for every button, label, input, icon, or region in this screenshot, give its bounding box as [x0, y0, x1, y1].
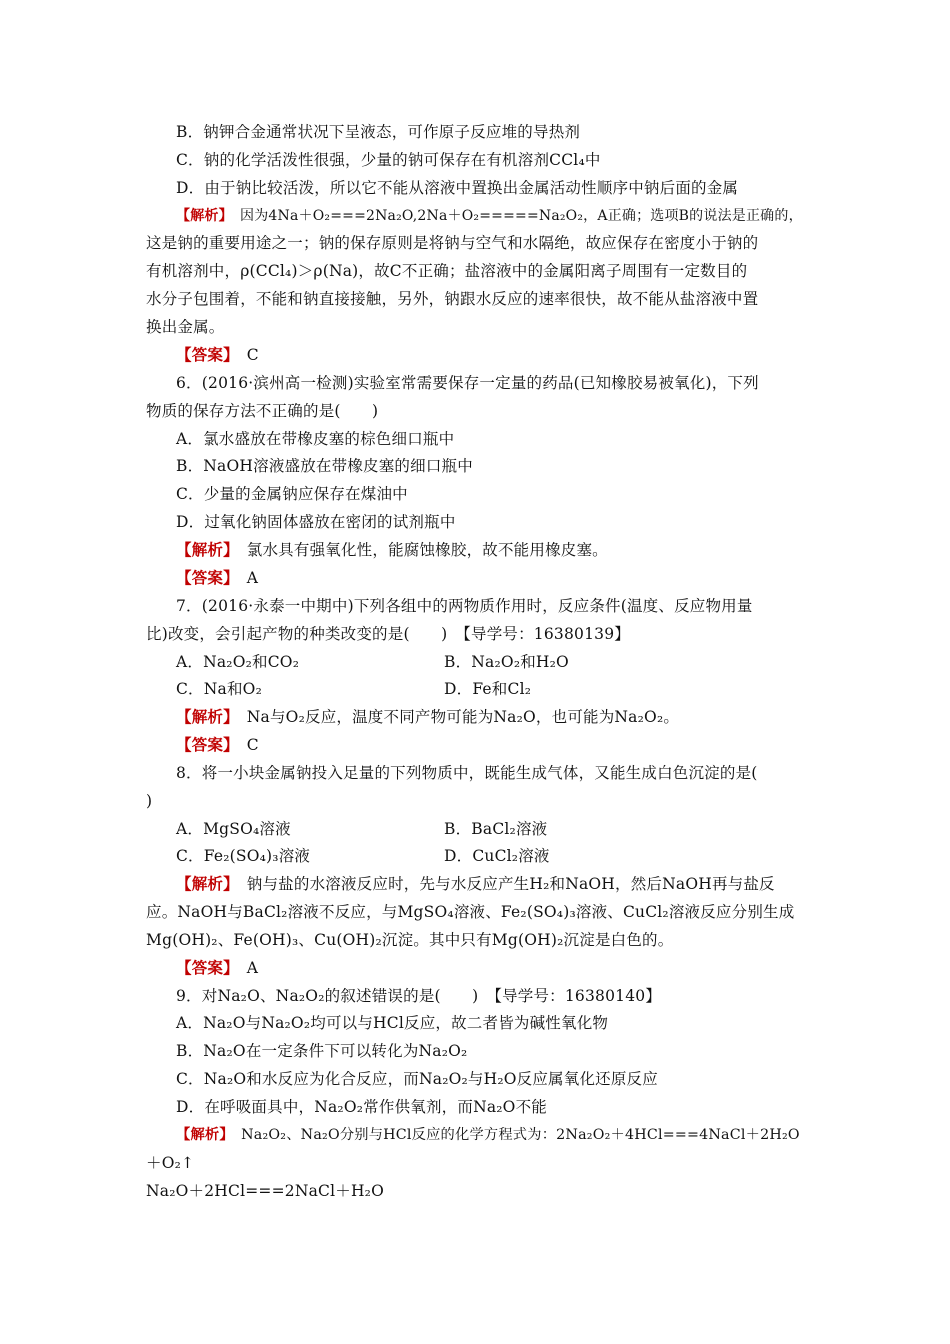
answer-label: 【答案】 — [176, 568, 232, 587]
q5-analysis-line: 【解析】 因为4Na＋O₂===2Na₂O,2Na＋O₂=====Na₂O₂，A正确；选项B的说法是正确的， — [176, 208, 803, 224]
q6-option-b: B．NaOH溶液盛放在带橡皮塞的细口瓶中 — [176, 457, 473, 475]
q7-stem: 比)改变，会引起产物的种类改变的是( ) 【导学号：16380139】 — [146, 625, 630, 643]
q9-option-c: C．Na₂O和水反应为化合反应，而Na₂O₂与H₂O反应属氧化还原反应 — [176, 1070, 658, 1088]
q5-analysis-line: 这是钠的重要用途之一；钠的保存原则是将钠与空气和水隔绝，故应保存在密度小于钠的 — [146, 234, 759, 252]
q9-analysis-line: Na₂O＋2HCl===2NaCl＋H₂O — [146, 1182, 385, 1200]
q8-stem: 8．将一小块金属钠投入足量的下列物质中，既能生成气体，又能生成白色沉淀的是( — [176, 764, 758, 782]
q8-option-a: A．MgSO₄溶液 — [176, 820, 291, 838]
q8-option-b: B．BaCl₂溶液 — [444, 820, 548, 838]
q9-stem: 9．对Na₂O、Na₂O₂的叙述错误的是( ) 【导学号：16380140】 — [176, 987, 662, 1005]
q6-answer: 【答案】 A — [176, 568, 259, 587]
q5-analysis-line: 有机溶剂中，ρ(CCl₄)＞ρ(Na)，故C不正确；盐溶液中的金属阳离子周围有一定数目的 — [146, 262, 748, 280]
q5-analysis-line: 换出金属。 — [146, 318, 225, 336]
q8-analysis-line: 【解析】 钠与盐的水溶液反应时，先与水反应产生H₂和NaOH，然后NaOH再与盐反 — [176, 874, 775, 893]
q9-analysis-line: ＋O₂↑ — [146, 1154, 195, 1172]
q6-analysis: 【解析】 氯水具有强氧化性，能腐蚀橡胶，故不能用橡皮塞。 — [176, 540, 608, 559]
q8-answer: 【答案】 A — [176, 958, 259, 977]
q5-analysis-line: 水分子包围着，不能和钠直接接触，另外，钠跟水反应的速率很快，故不能从盐溶液中置 — [146, 290, 759, 308]
analysis-label: 【解析】 — [176, 1127, 227, 1143]
q8-analysis-line: 应。NaOH与BaCl₂溶液不反应，与MgSO₄溶液、Fe₂(SO₄)₃溶液、CuCl₂溶液反应分别生成 — [146, 903, 795, 921]
q8-option-d: D．CuCl₂溶液 — [444, 847, 550, 865]
q6-option-a: A．氯水盛放在带橡皮塞的棕色细口瓶中 — [176, 430, 455, 448]
q5-option-d: D．由于钠比较活泼，所以它不能从溶液中置换出金属活动性顺序中钠后面的金属 — [176, 179, 739, 197]
analysis-label: 【解析】 — [176, 874, 232, 893]
q8-stem: ) — [146, 792, 153, 810]
q7-option-d: D．Fe和Cl₂ — [444, 680, 532, 698]
q6-option-d: D．过氧化钠固体盛放在密闭的试剂瓶中 — [176, 513, 456, 531]
q5-answer: 【答案】 C — [176, 345, 259, 364]
answer-label: 【答案】 — [176, 958, 232, 977]
q7-analysis: 【解析】 Na与O₂反应，温度不同产物可能为Na₂O，也可能为Na₂O₂。 — [176, 707, 680, 726]
q6-stem: 6．(2016·滨州高一检测)实验室常需要保存一定量的药品(已知橡胶易被氧化)，下列 — [176, 374, 759, 392]
q6-option-c: C．少量的金属钠应保存在煤油中 — [176, 485, 408, 503]
analysis-label: 【解析】 — [176, 208, 226, 224]
q8-analysis-line: Mg(OH)₂、Fe(OH)₃、Cu(OH)₂沉淀。其中只有Mg(OH)₂沉淀是白色的。 — [146, 931, 674, 949]
analysis-label: 【解析】 — [176, 707, 232, 726]
analysis-label: 【解析】 — [176, 540, 232, 559]
q5-option-c: C．钠的化学活泼性很强，少量的钠可保存在有机溶剂CCl₄中 — [176, 151, 601, 169]
q7-answer: 【答案】 C — [176, 735, 259, 754]
q9-option-b: B．Na₂O在一定条件下可以转化为Na₂O₂ — [176, 1042, 468, 1060]
q5-option-b: B．钠钾合金通常状况下呈液态，可作原子反应堆的导热剂 — [176, 123, 581, 141]
q6-stem: 物质的保存方法不正确的是( ) — [146, 402, 379, 420]
q7-option-a: A．Na₂O₂和CO₂ — [176, 653, 300, 671]
q9-analysis-line: 【解析】 Na₂O₂、Na₂O分别与HCl反应的化学方程式为：2Na₂O₂＋4HCl===4NaCl＋2H₂O — [176, 1127, 800, 1143]
q8-option-c: C．Fe₂(SO₄)₃溶液 — [176, 847, 311, 865]
q9-option-a: A．Na₂O与Na₂O₂均可以与HCl反应，故二者皆为碱性氧化物 — [176, 1014, 609, 1032]
q7-option-c: C．Na和O₂ — [176, 680, 262, 698]
answer-label: 【答案】 — [176, 345, 232, 364]
q9-option-d: D．在呼吸面具中，Na₂O₂常作供氧剂，而Na₂O不能 — [176, 1098, 547, 1116]
q7-option-b: B．Na₂O₂和H₂O — [444, 653, 569, 671]
answer-label: 【答案】 — [176, 735, 232, 754]
q7-stem: 7．(2016·永泰一中期中)下列各组中的两物质作用时，反应条件(温度、反应物用量 — [176, 597, 753, 615]
